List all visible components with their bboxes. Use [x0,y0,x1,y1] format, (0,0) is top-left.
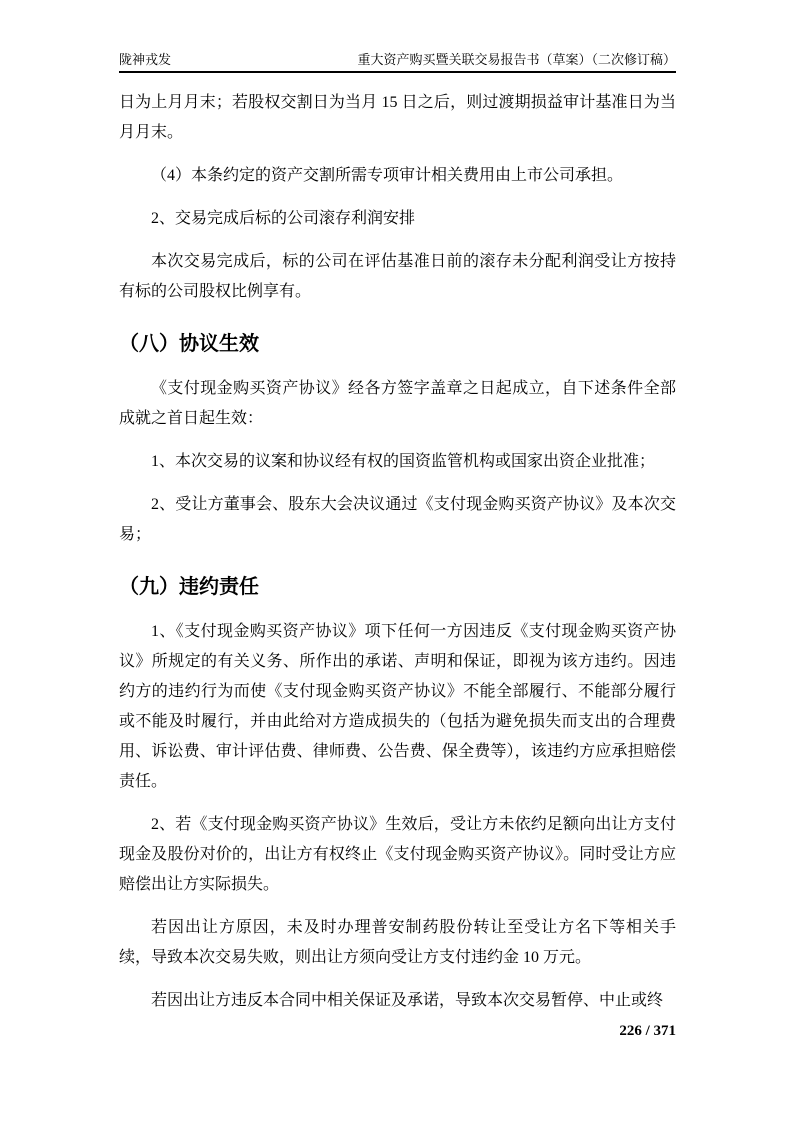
page-header [119,52,676,73]
paragraph-breach-1: 1、《支付现金购买资产协议》项下任何一方因违反《支付现金购买资产协议》所规定的有关义务、所作出的承诺、声明和保证，即视为该方违约。因违约方的违约行为而使《支付现金购买资产协议》不能全部履行、不能部分履行或不能及时履行，并由此给对方造成损失的（包括为避免损失而支出的合理费用、诉讼费、审计评估费、律师费、公告费、保全费等），该违约方应承担赔偿责任。 [119,623,676,790]
paragraph-effectiveness-intro: 《支付现金购买资产协议》经各方签字盖章之日起成立，自下述条件全部成就之首日起生效： [119,380,676,427]
document-body [119,88,676,1029]
paragraph-subheading-2: 2、交易完成后标的公司滚存利润安排 [151,210,416,227]
paragraph-condition-1: 1、本次交易的议案和协议经有权的国资监管机构或国家出资企业批准； [151,453,656,470]
section-heading-9-breach-liability: （九）违约责任 [119,576,259,598]
paragraph-condition-2: 2、受让方董事会、股东大会决议通过《支付现金购买资产协议》及本次交易； [119,496,676,543]
header-report-title: 重大资产购买暨关联交易报告书（草案）（二次修订稿） [357,52,676,67]
header-company-name: 陇神戎发 [119,52,172,67]
paragraph-item-4: （4）本条约定的资产交割所需专项审计相关费用由上市公司承担。 [151,167,624,184]
section-heading-8-agreement-effectiveness: （八）协议生效 [119,333,259,355]
paragraph-transferor-breach-cutoff: 若因出让方违反本合同中相关保证及承诺，导致本次交易暂停、中止或终 [151,992,664,1009]
paragraph-breach-2: 2、若《支付现金购买资产协议》生效后，受让方未依约足额向出让方支付现金及股份对价的，出让方有权终止《支付现金购买资产协议》。同时受让方应赔偿出让方实际损失。 [119,816,676,893]
paragraph-continuation: 日为上月月末；若股权交割日为当月 15 日之后，则过渡期损益审计基准日为当月月末。 [119,94,676,141]
page-number: 226 / 371 [619,1023,676,1039]
paragraph-profit-arrangement: 本次交易完成后，标的公司在评估基准日前的滚存未分配利润受让方按持有标的公司股权比例享有。 [119,253,676,300]
paragraph-transferor-penalty: 若因出让方原因，未及时办理普安制药股份转让至受让方名下等相关手续，导致本次交易失败，则出让方须向受让方支付违约金 10 万元。 [119,919,676,966]
